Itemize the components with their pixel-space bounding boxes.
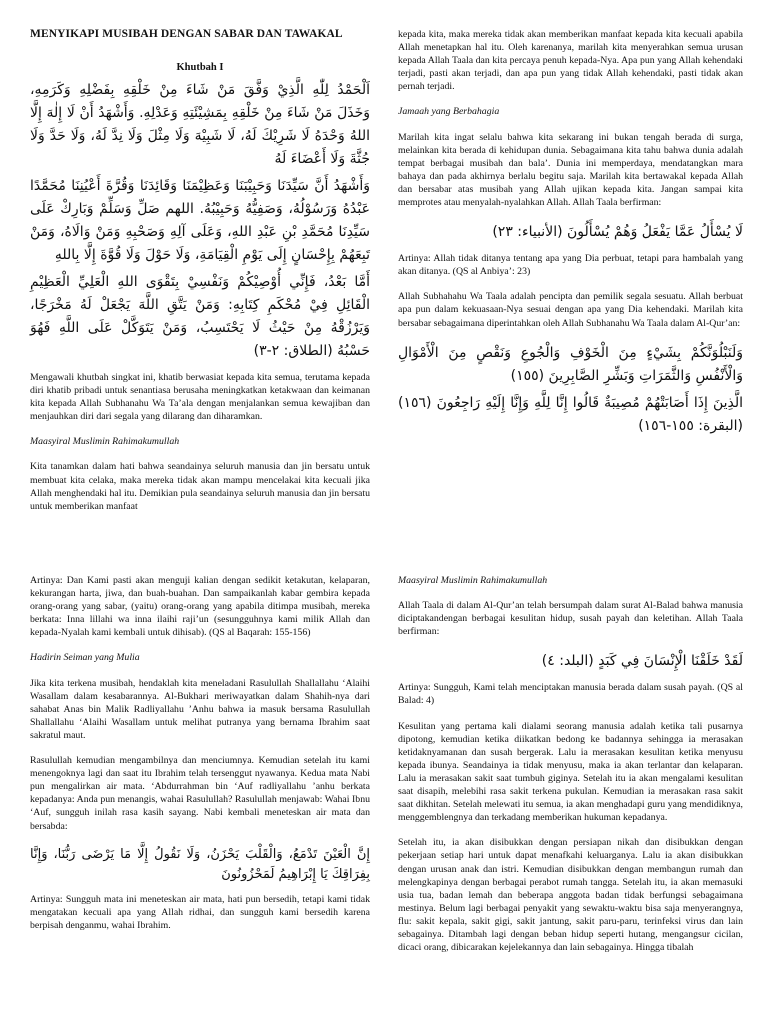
- arabic-shahada: وَأَشْهَدُ أَنَّ سَيِّدَنَا وَحَبِيْبَنَا وَعَظِيْمَنَا وَقَائِدَنَا وَقُرَّةَ أَعْيُنِنَا مُحَمَّدًا عَبْدُهُ وَرَسُوْلُهُ، وَصَفِيُّهُ وَحَبِيْبُهُ. اللهم صَلِّ وَسَلِّمْ وَبَارِكْ عَلَى سَيِّدِنَا مُحَمَّدِ بْنِ عَبْدِ اللهِ، وَعَلَى آلِهِ وَصَحْبِهِ وَمَنْ وَالَاهُ، وَمَنْ تَبِعَهُمْ بِإِحْسَانٍ إِلَى يَوْمِ الْقِيَامَةِ، وَلَا حَوْلَ وَلَا قُوَّةَ إِلَّا بِاللهِ: [30, 178, 370, 263]
- arabic-wasiat: أَمَّا بَعْدُ، فَإِنِّي أُوْصِيْكُمْ وَنَفْسِيْ بِتَقْوَى اللهِ الْعَلِيِّ الْعَظِيْمِ الْقَائِلِ فِيْ مُحْكَمِ كِتَابِهِ: وَمَنْ يَتَّقِ اللَّهَ يَجْعَلْ لَهُ مَخْرَجًا، وَيَرْزُقْهُ مِنْ حَيْثُ لَا يَحْتَسِبُ، وَمَنْ يَتَوَكَّلْ عَلَى اللَّهِ فَهُوَ حَسْبُهُ (الطلاق: ٢-٣): [30, 274, 370, 359]
- paragraph: Marilah kita ingat selalu bahwa kita sekarang ini bukan tengah berada di surga, melainkan kita berada di kehidupan dunia. Sebagaimana kita tahu bahwa dunia adalah tempat berbagai musibah dan bala’. Dunia ini memperdaya, mendatangkan mara bahaya dan pada akhirnya berlalu begitu saja. Marilah kita bertawakal kepada Allah dan bersabar atas musibah yang Allah ujikan kepada kita. Jangan sampai kita memprotes atau menyalah-nyalahkan Allah. Allah Taala berfirman:: [398, 131, 743, 209]
- arabic-verse-balad: لَقَدْ خَلَقْنَا الْإِنْسَانَ فِي كَبَدٍ (البلد: ٤): [541, 653, 743, 670]
- column-3: [30, 574, 370, 944]
- translation: Artinya: Dan Kami pasti akan menguji kalian dengan sedikit ketakutan, kelaparan, kekurangan harta, jiwa, dan buah-buahan. Dan sampaikanlah kabar gembira kepada orang-orang yang sabar, (yaitu) orang-orang yang apabila ditimpa musibah, mereka berkata: Inna lillahi wa inna ilaihi raji’un (sesungguhnya kami milik Allah dan kepada-Nyalah kami kembali untuk dihisab). (QS al Baqarah: 155-156): [30, 575, 370, 639]
- column-1: [30, 28, 370, 525]
- khutbah-subtitle: Khutbah I: [176, 62, 224, 73]
- section-heading: Maasyiral Muslimin Rahimakumullah: [398, 575, 548, 586]
- paragraph: Kesulitan yang pertama kali dialami seorang manusia adalah ketika tali pusarnya dipotong, kemudian ketika diikatkan bedong ke badannya sehingga ia merasakan ketidaknyamanan dan susah bergerak. Lalu ia merasakan kesulitan ketika menyusu kepada ibunya. Seandainya ia tidak menyusu, maka ia akan terlantar dan kelaparan. Lalu ia merasakan sakit saat tumbuh giginya. Setelah itu ia akan mengalami kesulitan saat disapih, melebihi rasa sakit terkena pukulan. Kemudian ia merasakan rasa sakit saat dikhitan. Setelah melewati itu semua, ia akan menghadapi guru yang mendidiknya, menggemblengnya dan terkadang memberikan hukuman kepadanya.: [398, 720, 743, 824]
- paragraph: Rasulullah kemudian mengambilnya dan menciumnya. Kemudian setelah itu kami menengoknya lagi dan saat itu Ibrahim telah tersenggut nyawanya. Kedua mata Nabi pun mengalirkan air mata. ‘Abdurrahman bin ‘Auf radliyallahu ’anhu berkata kepadanya: Anda pun menangis, wahai Rasulullah? Rasulullah menjawab: Wahai Ibnu ‘Auf, sungguh inilah rasa kasih sayang. Nabi kembali meneteskan air mata dan bersabda:: [30, 755, 370, 832]
- translation: Artinya: Sungguh mata ini meneteskan air mata, hati pun bersedih, tetapi kami tidak mengatakan kecuali apa yang Allah ridhai, dan sungguh kami bersedih karena berpisah denganmu, wahai Ibrahim.: [30, 893, 370, 931]
- arabic-verse-anbiya: لَا يُسْأَلُ عَمَّا يَفْعَلُ وَهُمْ يُسْأَلُونَ (الأنبياء: ٢٣): [492, 224, 743, 241]
- column-4: [398, 574, 743, 966]
- section-heading: Hadirin Seiman yang Mulia: [30, 652, 140, 664]
- paragraph: Setelah itu, ia akan disibukkan dengan persiapan nikah dan disibukkan dengan pekerjaan setiap hari untuk dapat menafkahi keluarganya. Lalu ia akan disibukkan dengan urusan anak dan istri. Kemudian disibukkan dengan membangun rumah dan melengkapinya dengan berbagai perabot rumah tangga. Setelah itu, ia akan memasuki usia tua, badan lemah dan beberapa anggota badan tidak berfungsi sebagaimana mestinya. Belum lagi berbagai penyakit yang sewaktu-waktu bisa saja menyerangnya, flu: sakit kepala, sakit gigi, sakit jantung, sakit paru-paru, terinfeksi virus dan lain sebagainya. Ditambah lagi dengan beban hidup seperti hutang, mengangsur cicilan, dicaci orang, dibicarakan kejelekannya dan lain sebagainya. Hingga tibalah: [398, 837, 743, 954]
- paragraph: Kita tanamkan dalam hati bahwa seandainya seluruh manusia dan jin bersatu untuk membuat kita celaka, maka mereka tidak akan mampu mencelakai kita kecuali jika Allah menghendaki hal itu. Demikian pula seandainya seluruh manusia dan jin bersatu untuk memberikan manfaat: [30, 461, 370, 512]
- paragraph: Jika kita terkena musibah, hendaklah kita meneladani Rasulullah Shallallahu ‘Alaihi Wasallam dalam kesabarannya. Al-Bukhari meriwayatkan dalam Shahih-nya dari sahabat Anas bin Malik Radliyallahu ’Anhu bahwa ia masuk bersama Rasulullah Shallallahu ‘Alaihi Wasallam untuk melihat putranya yang bernama Ibrahim saat sakratul maut.: [30, 677, 370, 741]
- paragraph: Allah Subhahahu Wa Taala adalah pencipta dan pemilik segala sesuatu. Allah berbuat apa pun dalam kekuasaan-Nya sesuai dengan apa yang Dia kehendaki. Marilah kita bersabar sebagaimana diperintahkan oleh Allah Subhanahu Wa Taala dalam Al-Qur’an:: [398, 291, 743, 329]
- section-heading: Jamaah yang Berbahagia: [398, 106, 500, 118]
- paragraph: Allah Taala di dalam Al-Qur’an telah bersumpah dalam surat Al-Balad bahwa manusia diciptakandengan berbagai kesulitan hidup, susah payah dan keletihan. Allah Taala berfirman:: [398, 600, 743, 638]
- paragraph: kepada kita, maka mereka tidak akan memberikan manfaat kepada kita kecuali apabila Allah menetapkan hal itu. Oleh karenanya, marilah kita menyerahkan semua urusan kepada Allah Taala dan kita percaya penuh kepada-Nya. Apa pun yang Allah kehendaki terjadi, pasti akan terjadi, dan apa pun yang tidak Allah kehendaki, pasti tidak akan pernah terjadi.: [398, 29, 743, 93]
- document-title: MENYIKAPI MUSIBAH DENGAN SABAR DAN TAWAKAL: [30, 28, 343, 40]
- translation: Artinya: Sungguh, Kami telah menciptakan manusia berada dalam susah payah. (QS al Balad: 4): [398, 682, 743, 707]
- arabic-verse-baqarah-155: وَلَنَبْلُوَنَّكُمْ بِشَيْءٍ مِنَ الْخَوْفِ وَالْجُوعِ وَنَقْصٍ مِنَ الْأَمْوَالِ وَالْأَنْفُسِ وَالثَّمَرَاتِ وَبَشِّرِ الصَّابِرِينَ (١٥٥): [398, 344, 743, 384]
- arabic-opening-praise: اَلْحَمْدُ لِلّٰهِ الَّذِيْ وَفَّقَ مَنْ شَاءَ مِنْ خَلْقِهِ بِفَضْلِهِ وَكَرَمِهِ، وَخَذَلَ مَنْ شَاءَ مِنْ خَلْقِهِ بِمَشِيْئَتِهِ وَعَدْلِهِ. وَأَشْهَدُ أَنْ لَا إِلٰهَ إِلَّا اللهُ وَحْدَهُ لَا شَرِيْكَ لَهُ، لَا شَبِيْهَ وَلَا مِثْلَ وَلَا نِدَّ لَهُ، وَلَا حَدَّ وَلَا جُثَّةَ وَلَا أَعْضَاءَ لَهُ: [30, 82, 370, 167]
- arabic-verse-baqarah-156: الَّذِينَ إِذَا أَصَابَتْهُمْ مُصِيبَةٌ قَالُوا إِنَّا لِلَّهِ وَإِنَّا إِلَيْهِ رَاجِعُونَ (١٥٦) (البقرة: ١٥٥-١٥٦): [398, 394, 743, 434]
- paragraph: Mengawali khutbah singkat ini, khatib berwasiat kepada kita semua, terutama kepada diri khatib pribadi untuk senantiasa berusaha meningkatkan ketakwaan dan keimanan kita kepada Allah Subhanahu Wa Ta’ala dengan menjalankan semua kewajiban dan menjauhkan diri dari segala yang dilarang dan diharamkan.: [30, 372, 370, 423]
- arabic-hadith: إِنَّ الْعَيْنَ تَدْمَعُ، وَالْقَلْبَ يَحْزَنُ، وَلَا نَقُولُ إِلَّا مَا يَرْضَى رَبُّنَا، وَإِنَّا بِفِرَاقِكَ يَا إِبْرَاهِيمُ لَمَحْزُونُونَ: [30, 846, 370, 882]
- column-2: [398, 28, 743, 446]
- section-heading: Maasyiral Muslimin Rahimakumullah: [30, 436, 180, 448]
- translation: Artinya: Allah tidak ditanya tentang apa yang Dia perbuat, tetapi para hambalah yang akan ditanya. (QS al Anbiya’: 23): [398, 253, 743, 278]
